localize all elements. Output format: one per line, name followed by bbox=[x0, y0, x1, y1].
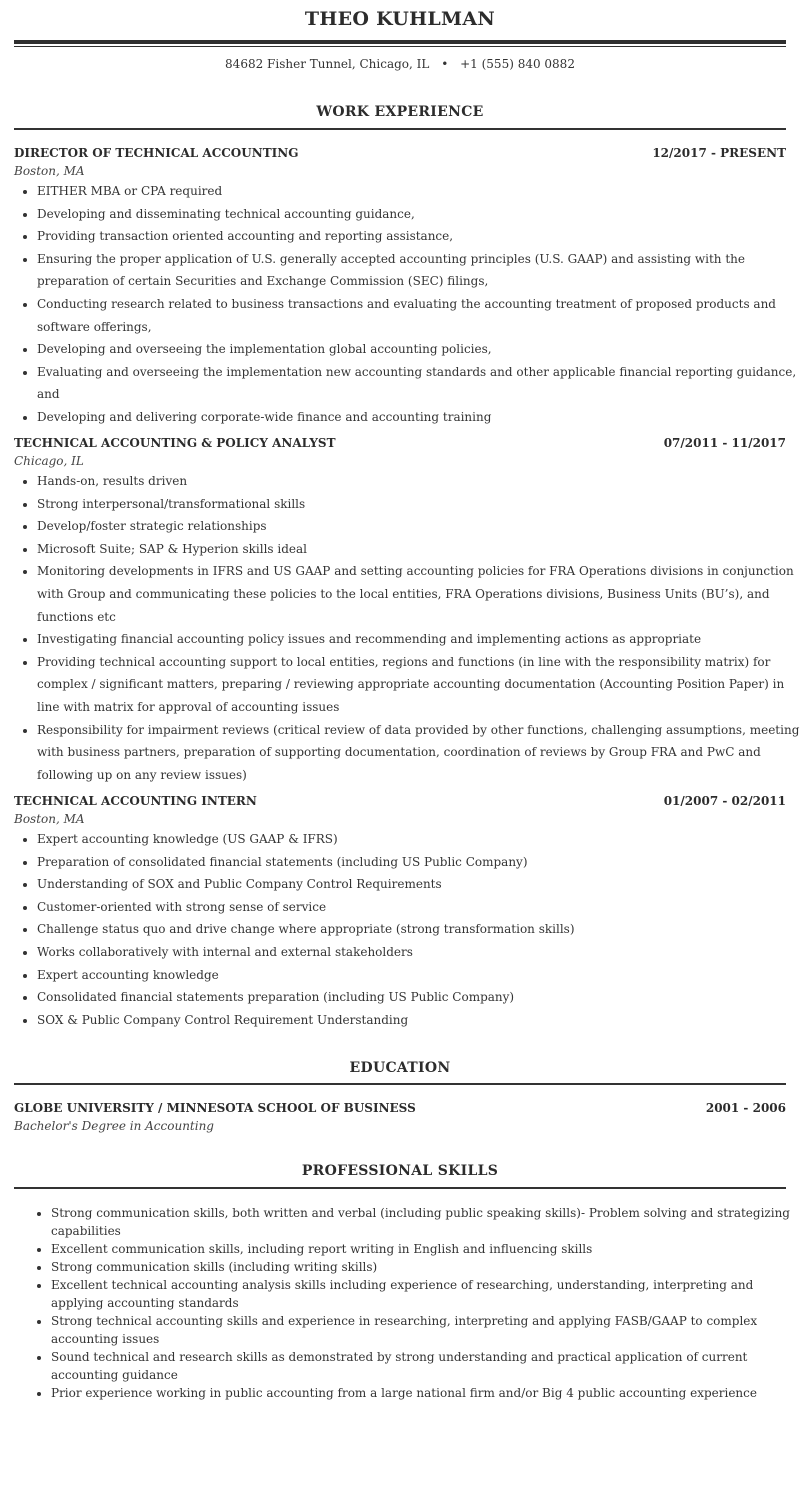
job-title: DIRECTOR OF TECHNICAL ACCOUNTING bbox=[14, 146, 299, 160]
job-bullets bbox=[14, 828, 800, 1031]
bullet-item: • Investigating financial accounting policy issues and recommending and implementing actions as appropriate bbox=[37, 628, 800, 651]
job-location: Boston, MA bbox=[14, 812, 85, 826]
bullet-item: • EITHER MBA or CPA required bbox=[37, 180, 800, 203]
section-rule-skills bbox=[14, 1187, 786, 1189]
job-bullets bbox=[14, 470, 800, 786]
skill-item: • Strong communication skills (including writing skills) bbox=[51, 1258, 800, 1276]
bullet-item: • Developing and disseminating technical accounting guidance, bbox=[37, 203, 800, 226]
bullet-item: • Challenge status quo and drive change where appropriate (strong transformation skills) bbox=[37, 918, 800, 941]
section-rule-education bbox=[14, 1083, 786, 1085]
job-bullets bbox=[14, 180, 800, 429]
skill-item: • Prior experience working in public accounting from a large national firm and/or Big 4 public accounting experience bbox=[51, 1384, 800, 1402]
bullet-item: • Providing transaction oriented accounting and reporting assistance, bbox=[37, 225, 800, 248]
candidate-name: THEO KUHLMAN bbox=[304, 8, 496, 30]
bullet-item: • Strong interpersonal/transformational skills bbox=[37, 493, 800, 516]
bullet-item: • Developing and overseeing the implementation global accounting policies, bbox=[37, 338, 800, 361]
bullet-item: • Consolidated financial statements preparation (including US Public Company) bbox=[37, 986, 800, 1009]
job-dates: 07/2011 - 11/2017 bbox=[663, 436, 786, 450]
bullet-item: • SOX & Public Company Control Requirement Understanding bbox=[37, 1009, 800, 1032]
bullet-item: • Expert accounting knowledge bbox=[37, 964, 800, 987]
skill-item: • Excellent technical accounting analysis skills including experience of researching, understanding, interpreting and applying accounting standards bbox=[51, 1276, 800, 1312]
section-title-education: EDUCATION bbox=[349, 1060, 451, 1076]
job-dates: 12/2017 - PRESENT bbox=[652, 146, 786, 160]
bullet-item: • Responsibility for impairment reviews (critical review of data provided by other functions, challenging assumptions, meeting with business partners, preparation of supporting documentation, coordination of reviews by Group FRA and PwC and following up on any review issues) bbox=[37, 719, 800, 787]
bullet-item: • Preparation of consolidated financial statements (including US Public Company) bbox=[37, 851, 800, 874]
job-location: Boston, MA bbox=[14, 164, 85, 178]
contact-address: 84682 Fisher Tunnel, Chicago, IL bbox=[225, 57, 430, 71]
bullet-item: • Understanding of SOX and Public Company Control Requirements bbox=[37, 873, 800, 896]
skills-list bbox=[28, 1204, 800, 1402]
job-title: TECHNICAL ACCOUNTING INTERN bbox=[14, 794, 257, 808]
bullet-item: • Microsoft Suite; SAP & Hyperion skills ideal bbox=[37, 538, 800, 561]
school-name: GLOBE UNIVERSITY / MINNESOTA SCHOOL OF BUSINESS bbox=[14, 1101, 416, 1115]
contact-phone: +1 (555) 840 0882 bbox=[460, 57, 575, 71]
bullet-item: • Develop/foster strategic relationships bbox=[37, 515, 800, 538]
education-dates: 2001 - 2006 bbox=[705, 1101, 786, 1115]
section-rule-work bbox=[14, 128, 786, 130]
section-title-skills: PROFESSIONAL SKILLS bbox=[301, 1163, 499, 1179]
job-title: TECHNICAL ACCOUNTING & POLICY ANALYST bbox=[14, 436, 336, 450]
skill-item: • Excellent communication skills, including report writing in English and influencing skills bbox=[51, 1240, 800, 1258]
bullet-item: • Ensuring the proper application of U.S. generally accepted accounting principles (U.S. GAAP) and assisting with the preparation of certain Securities and Exchange Commission (SEC) filings, bbox=[37, 248, 800, 293]
section-title-work: WORK EXPERIENCE bbox=[316, 104, 484, 120]
header-rule-thin bbox=[14, 46, 786, 47]
bullet-item: • Monitoring developments in IFRS and US GAAP and setting accounting policies for FRA Operations divisions in conjunction with Group and communicating these policies to the local entities, FRA Operations divisions, Business Units (BU’s), and functions etc bbox=[37, 560, 800, 628]
skill-item: • Sound technical and research skills as demonstrated by strong understanding and practical application of current accounting guidance bbox=[51, 1348, 800, 1384]
contact-line bbox=[0, 57, 800, 71]
degree: Bachelor's Degree in Accounting bbox=[14, 1119, 214, 1133]
bullet-item: • Customer-oriented with strong sense of service bbox=[37, 896, 800, 919]
header-rule-thick bbox=[14, 40, 786, 44]
bullet-item: • Works collaboratively with internal and external stakeholders bbox=[37, 941, 800, 964]
bullet-item: • Conducting research related to business transactions and evaluating the accounting treatment of proposed products and software offerings, bbox=[37, 293, 800, 338]
job-dates: 01/2007 - 02/2011 bbox=[663, 794, 786, 808]
contact-separator: • bbox=[441, 57, 449, 71]
skill-item: • Strong communication skills, both written and verbal (including public speaking skills)- Problem solving and strategizing capabilities bbox=[51, 1204, 800, 1240]
bullet-item: • Expert accounting knowledge (US GAAP & IFRS) bbox=[37, 828, 800, 851]
bullet-item: • Developing and delivering corporate-wide finance and accounting training bbox=[37, 406, 800, 429]
bullet-item: • Evaluating and overseeing the implementation new accounting standards and other applicable financial reporting guidance, and bbox=[37, 361, 800, 406]
bullet-item: • Providing technical accounting support to local entities, regions and functions (in line with the responsibility matrix) for complex / significant matters, preparing / reviewing appropriate accounting documentation (Accounting Position Paper) in line with matrix for approval of accounting issues bbox=[37, 651, 800, 719]
skill-item: • Strong technical accounting skills and experience in researching, interpreting and applying FASB/GAAP to complex accounting issues bbox=[51, 1312, 800, 1348]
bullet-item: • Hands-on, results driven bbox=[37, 470, 800, 493]
job-location: Chicago, IL bbox=[14, 454, 84, 468]
